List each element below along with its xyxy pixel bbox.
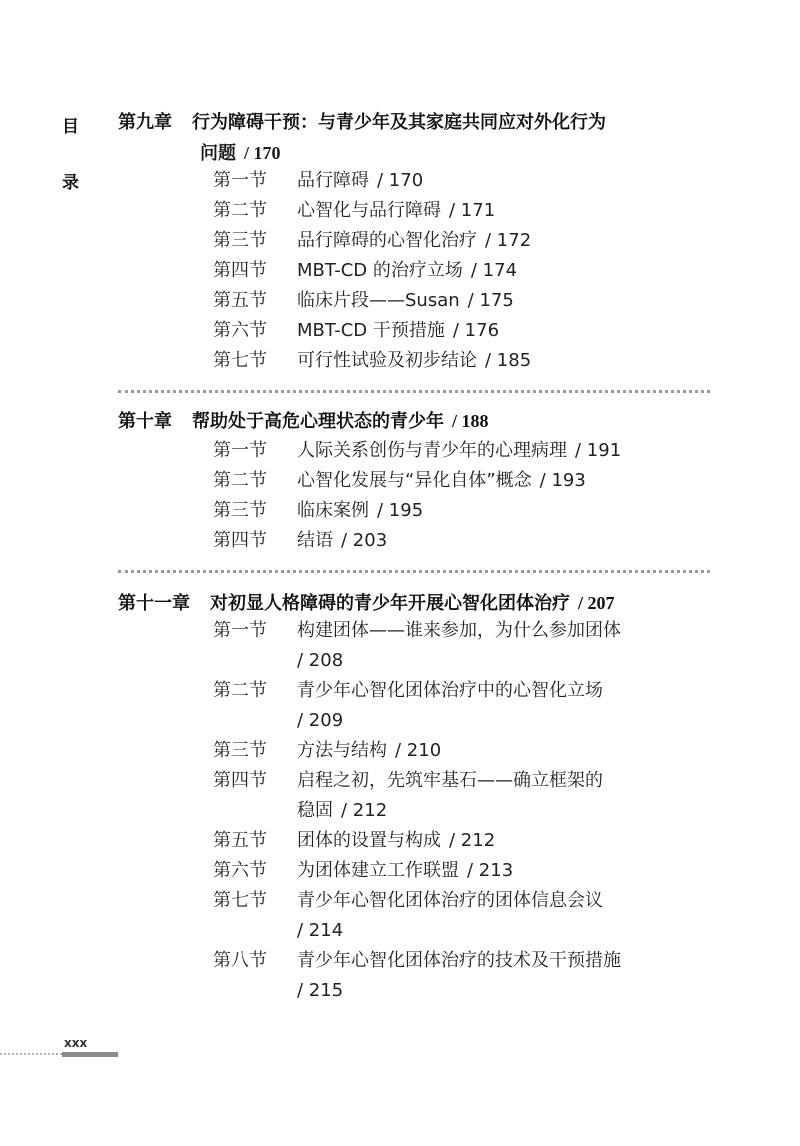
section-title: 构建团体——谁来参加，为什么参加团体 <box>297 620 621 641</box>
section-title: 可行性试验及初步结论 <box>297 350 477 371</box>
toc-section-page-cont <box>297 916 343 946</box>
toc-section-title-cont <box>297 796 387 826</box>
section-label: 第八节 <box>213 950 267 971</box>
section-label: 第二节 <box>213 680 267 701</box>
section-label: 第四节 <box>213 530 267 551</box>
chapter-divider <box>118 570 710 573</box>
toc-section[interactable] <box>213 766 603 796</box>
section-title: 青少年心智化团体治疗的团体信息会议 <box>297 890 603 911</box>
chapter-9-title: 行为障碍干预：与青少年及其家庭共同应对外化行为 <box>192 112 606 133</box>
section-title: 青少年心智化团体治疗的技术及干预措施 <box>297 950 621 971</box>
toc-section[interactable] <box>213 496 423 526</box>
chapter-9-heading[interactable] <box>118 108 718 138</box>
chapter-11-page: / 207 <box>578 593 615 613</box>
section-title: 团体的设置与构成 <box>297 830 441 851</box>
section-page: / 191 <box>575 440 622 461</box>
toc-section[interactable] <box>213 826 495 856</box>
section-page: / 213 <box>467 860 514 881</box>
toc-section[interactable] <box>213 256 517 286</box>
section-page: / 212 <box>341 800 388 821</box>
section-title-cont: 稳固 <box>297 800 333 821</box>
toc-section[interactable] <box>213 736 441 766</box>
section-label: 第六节 <box>213 320 267 341</box>
chapter-10-title: 帮助处于高危心理状态的青少年 <box>192 411 444 432</box>
section-title: MBT-CD 干预措施 <box>297 320 445 341</box>
section-label: 第二节 <box>213 200 267 221</box>
toc-section[interactable] <box>213 526 387 556</box>
section-label: 第四节 <box>213 770 267 791</box>
toc-section[interactable] <box>213 196 495 226</box>
toc-section[interactable] <box>213 466 586 496</box>
chapter-10-page: / 188 <box>452 411 489 431</box>
section-title: 人际关系创伤与青少年的心理病理 <box>297 440 567 461</box>
section-label: 第七节 <box>213 350 267 371</box>
toc-section[interactable] <box>213 166 423 196</box>
chapter-9-page: / 170 <box>244 143 281 163</box>
toc-side-label-lu: 录 <box>62 173 79 193</box>
section-page: / 176 <box>452 320 500 341</box>
section-title: 方法与结构 <box>297 740 387 761</box>
toc-section-page-cont <box>297 976 343 1006</box>
section-label: 第三节 <box>213 230 267 251</box>
toc-section[interactable] <box>213 226 531 256</box>
section-label: 第一节 <box>213 440 267 461</box>
section-label: 第七节 <box>213 890 267 911</box>
section-title: 结语 <box>297 530 333 551</box>
chapter-divider <box>118 390 710 393</box>
section-page: / 212 <box>449 830 496 851</box>
chapter-11-title: 对初显人格障碍的青少年开展心智化团体治疗 <box>210 593 570 614</box>
section-label: 第四节 <box>213 260 267 281</box>
section-label: 第三节 <box>213 740 267 761</box>
section-title: 心智化发展与“异化自体”概念 <box>297 470 532 491</box>
toc-section[interactable] <box>213 856 513 886</box>
chapter-9-label: 第九章 <box>118 112 172 133</box>
section-title: 心智化与品行障碍 <box>297 200 441 221</box>
section-page: / 195 <box>377 500 424 521</box>
section-page: / 203 <box>341 530 388 551</box>
section-page: / 172 <box>485 230 532 251</box>
toc-section[interactable] <box>213 436 621 466</box>
toc-section[interactable] <box>213 676 603 706</box>
section-title: 青少年心智化团体治疗中的心智化立场 <box>297 680 603 701</box>
section-title: MBT-CD 的治疗立场 <box>297 260 463 281</box>
toc-section[interactable] <box>213 316 499 346</box>
toc-section[interactable] <box>213 886 603 916</box>
chapter-10-heading[interactable] <box>118 406 718 437</box>
chapter-9-title-line2: 问题 <box>200 143 236 164</box>
section-label: 第二节 <box>213 470 267 491</box>
toc-section-page-cont <box>297 706 343 736</box>
section-page: / 175 <box>467 290 514 311</box>
section-page: / 174 <box>470 260 518 281</box>
section-page: / 171 <box>449 200 496 221</box>
section-label: 第三节 <box>213 500 267 521</box>
toc-section[interactable] <box>213 616 621 646</box>
chapter-9-title-cont <box>200 138 281 169</box>
footer-bar <box>62 1052 118 1057</box>
toc-section-page-cont <box>297 646 343 676</box>
toc-section[interactable] <box>213 346 531 376</box>
section-page: / 208 <box>297 650 344 671</box>
footer-dotted-rule <box>0 1053 62 1055</box>
section-page: / 185 <box>485 350 532 371</box>
page-number-label: xxx <box>64 1036 88 1050</box>
section-page: / 193 <box>539 470 586 491</box>
section-title: 临床案例 <box>297 500 369 521</box>
section-title: 临床片段——Susan <box>297 290 460 311</box>
toc-section[interactable] <box>213 286 514 316</box>
section-label: 第一节 <box>213 620 267 641</box>
section-page: / 215 <box>297 980 344 1001</box>
chapter-11-label: 第十一章 <box>118 593 190 614</box>
section-page: / 170 <box>377 170 424 191</box>
toc-side-label-mu: 目 <box>62 117 79 137</box>
section-label: 第六节 <box>213 860 267 881</box>
section-title: 品行障碍的心智化治疗 <box>297 230 477 251</box>
section-page: / 209 <box>297 710 344 731</box>
toc-section[interactable] <box>213 946 621 976</box>
section-page: / 210 <box>395 740 442 761</box>
section-label: 第五节 <box>213 830 267 851</box>
section-title: 品行障碍 <box>297 170 369 191</box>
section-label: 第五节 <box>213 290 267 311</box>
section-title: 为团体建立工作联盟 <box>297 860 459 881</box>
chapter-11-heading[interactable] <box>118 588 718 619</box>
chapter-10-label: 第十章 <box>118 411 172 432</box>
section-label: 第一节 <box>213 170 267 191</box>
section-title: 启程之初，先筑牢基石——确立框架的 <box>297 770 603 791</box>
section-page: / 214 <box>297 920 344 941</box>
